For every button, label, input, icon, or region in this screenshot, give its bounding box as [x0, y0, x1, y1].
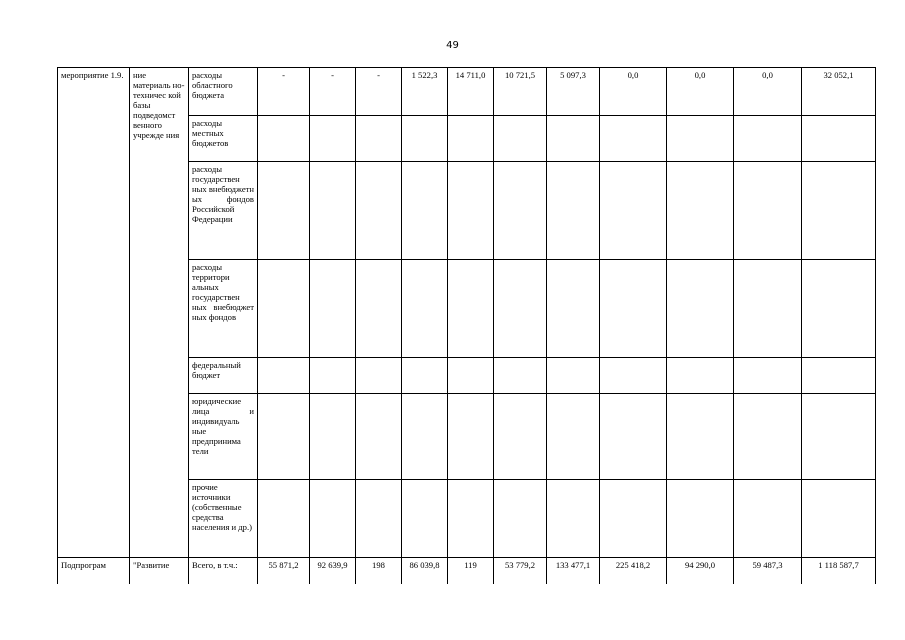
- value-cell: [802, 260, 876, 358]
- value-cell: 0,0: [734, 68, 802, 116]
- value-cell: [448, 394, 494, 480]
- value-cell: [734, 358, 802, 394]
- funding-source-label: расходы территори альных государствен ных внебюджет ных фондов: [189, 260, 258, 358]
- value-cell: [802, 394, 876, 480]
- value-cell: [258, 162, 310, 260]
- value-cell: [547, 116, 600, 162]
- value-cell: [402, 116, 448, 162]
- page-number: 49: [446, 40, 459, 51]
- value-cell: 14 711,0: [448, 68, 494, 116]
- value-cell: [356, 394, 402, 480]
- value-cell: [547, 358, 600, 394]
- event-name-cell: ние материаль но-техничес кой базы подведомст венного учрежде ния: [130, 68, 189, 558]
- subprogram-name: "Развитие: [130, 558, 189, 584]
- value-cell: [448, 260, 494, 358]
- value-cell: [356, 116, 402, 162]
- value-cell: 0,0: [600, 68, 667, 116]
- funding-source-label: федеральный бюджет: [189, 358, 258, 394]
- value-cell: [734, 394, 802, 480]
- value-cell: 5 097,3: [547, 68, 600, 116]
- total-value-cell: 133 477,1: [547, 558, 600, 584]
- total-value-cell: 86 039,8: [402, 558, 448, 584]
- value-cell: [448, 162, 494, 260]
- total-value-cell: 59 487,3: [734, 558, 802, 584]
- value-cell: [547, 480, 600, 558]
- value-cell: [600, 394, 667, 480]
- funding-source-label: прочие источники (собственные средства населения и др.): [189, 480, 258, 558]
- value-cell: [402, 480, 448, 558]
- value-cell: [667, 162, 734, 260]
- value-cell: [448, 116, 494, 162]
- value-cell: -: [310, 68, 356, 116]
- budget-table: [57, 67, 876, 584]
- value-cell: [667, 116, 734, 162]
- value-cell: [547, 394, 600, 480]
- value-cell: [258, 116, 310, 162]
- funding-source-label: юридические лица и индивидуаль ные предпринима тели: [189, 394, 258, 480]
- value-cell: [310, 358, 356, 394]
- value-cell: [600, 480, 667, 558]
- value-cell: -: [356, 68, 402, 116]
- value-cell: [356, 480, 402, 558]
- value-cell: [734, 260, 802, 358]
- total-value-cell: 55 871,2: [258, 558, 310, 584]
- value-cell: [310, 394, 356, 480]
- value-cell: [600, 116, 667, 162]
- value-cell: [402, 162, 448, 260]
- value-cell: [310, 480, 356, 558]
- funding-source-label: расходы местных бюджетов: [189, 116, 258, 162]
- value-cell: -: [258, 68, 310, 116]
- value-cell: [402, 260, 448, 358]
- value-cell: [600, 358, 667, 394]
- value-cell: [448, 358, 494, 394]
- table-row: [58, 68, 876, 116]
- value-cell: 0,0: [667, 68, 734, 116]
- value-cell: [402, 394, 448, 480]
- value-cell: 32 052,1: [802, 68, 876, 116]
- value-cell: [494, 394, 547, 480]
- value-cell: [667, 358, 734, 394]
- value-cell: [802, 162, 876, 260]
- value-cell: [356, 358, 402, 394]
- table-row-subprogram: [58, 558, 876, 584]
- value-cell: [356, 162, 402, 260]
- event-number-cell: мероприятие 1.9.: [58, 68, 130, 558]
- value-cell: [667, 260, 734, 358]
- value-cell: [667, 480, 734, 558]
- total-value-cell: 92 639,9: [310, 558, 356, 584]
- value-cell: [494, 358, 547, 394]
- total-value-cell: 198: [356, 558, 402, 584]
- total-label: Всего, в т.ч.:: [189, 558, 258, 584]
- value-cell: [802, 116, 876, 162]
- value-cell: [356, 260, 402, 358]
- total-value-cell: 53 779,2: [494, 558, 547, 584]
- value-cell: [600, 260, 667, 358]
- value-cell: [448, 480, 494, 558]
- total-value-cell: 225 418,2: [600, 558, 667, 584]
- value-cell: [494, 162, 547, 260]
- value-cell: [258, 480, 310, 558]
- value-cell: [734, 116, 802, 162]
- value-cell: [600, 162, 667, 260]
- funding-source-label: расходы государствен ных внебюджетн ых фондов Российской Федерации: [189, 162, 258, 260]
- subprogram-label: Подпрограм: [58, 558, 130, 584]
- value-cell: [310, 260, 356, 358]
- value-cell: [310, 116, 356, 162]
- value-cell: [547, 162, 600, 260]
- value-cell: [802, 480, 876, 558]
- value-cell: [402, 358, 448, 394]
- value-cell: [258, 260, 310, 358]
- value-cell: 10 721,5: [494, 68, 547, 116]
- value-cell: [734, 162, 802, 260]
- value-cell: [667, 394, 734, 480]
- value-cell: [258, 394, 310, 480]
- value-cell: [494, 116, 547, 162]
- value-cell: [258, 358, 310, 394]
- total-value-cell: 1 118 587,7: [802, 558, 876, 584]
- value-cell: [310, 162, 356, 260]
- total-value-cell: 94 290,0: [667, 558, 734, 584]
- value-cell: [802, 358, 876, 394]
- value-cell: [494, 480, 547, 558]
- value-cell: [547, 260, 600, 358]
- funding-source-label: расходы областного бюджета: [189, 68, 258, 116]
- value-cell: [734, 480, 802, 558]
- value-cell: 1 522,3: [402, 68, 448, 116]
- total-value-cell: 119: [448, 558, 494, 584]
- value-cell: [494, 260, 547, 358]
